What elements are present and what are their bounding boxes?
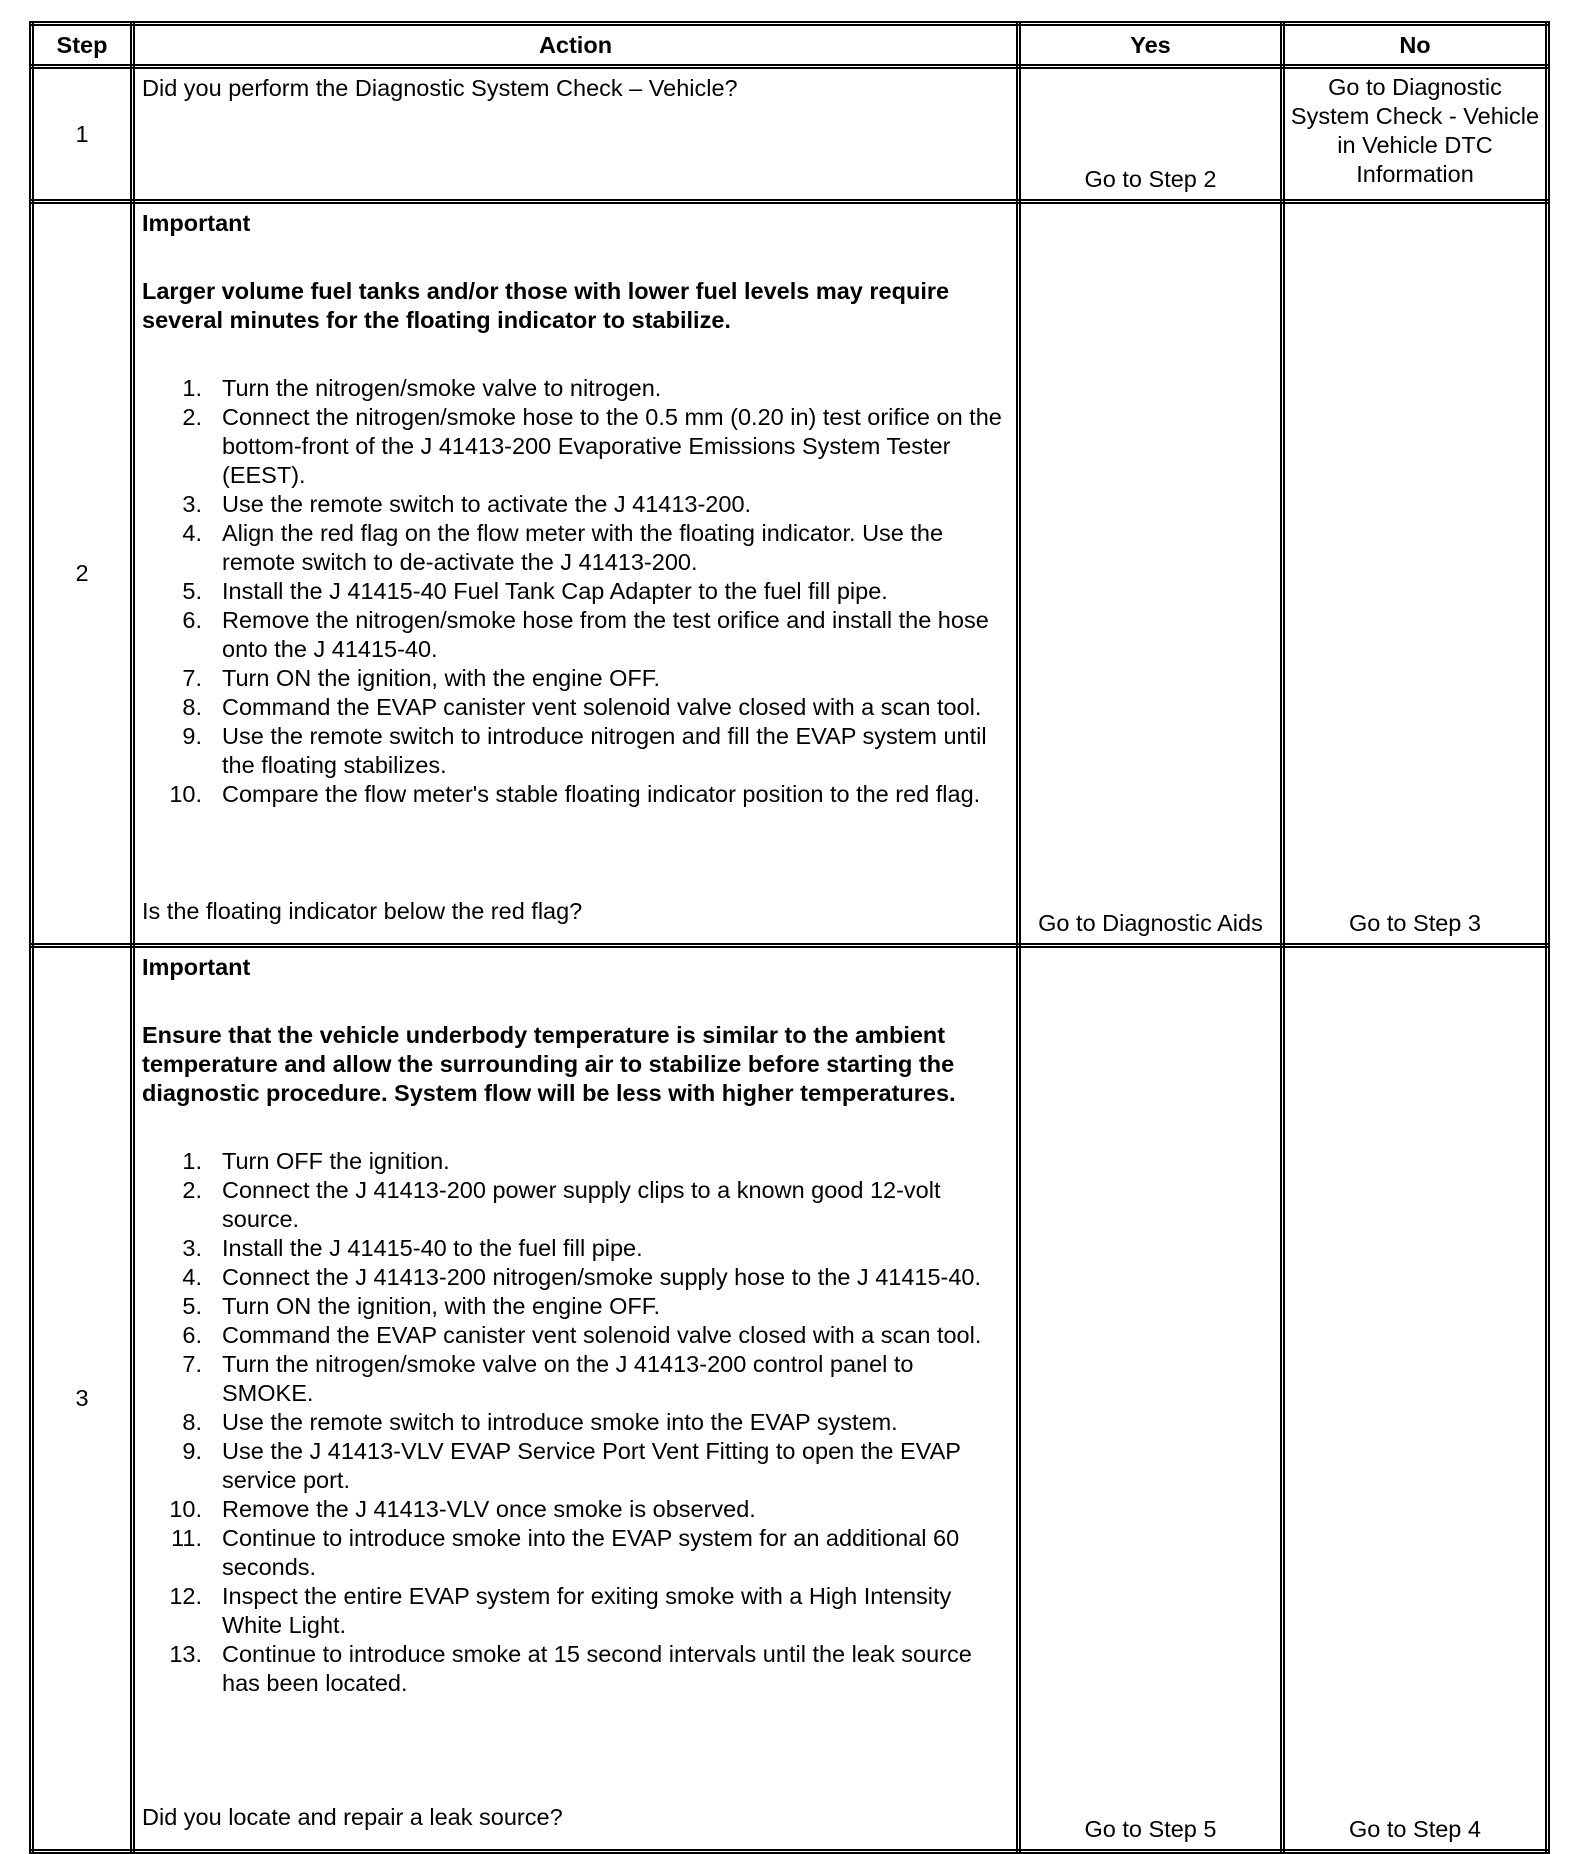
list-item-text: Turn the nitrogen/smoke valve to nitrogen. [222,375,662,401]
header-action: Action [133,24,1019,67]
list-item [142,1234,1008,1263]
list-item [142,1524,1008,1582]
list-item [142,1321,1008,1350]
table-row [32,67,1548,202]
yes-cell: Go to Diagnostic Aids [1019,202,1283,946]
list-item-number: 6. [182,607,202,633]
list-item-number: 7. [182,1351,202,1377]
list-item-number: 8. [182,1409,202,1435]
list-item-text: Install the J 41415-40 Fuel Tank Cap Adapter to the fuel fill pipe. [222,578,888,604]
list-item-number: 2. [182,404,202,430]
list-item [142,1350,1008,1408]
header-step: Step [32,24,133,67]
list-item [142,1292,1008,1321]
no-cell: Go to Step 4 [1283,946,1548,1852]
table-row [32,946,1548,1852]
list-item-number: 11. [171,1525,202,1551]
list-item [142,1408,1008,1437]
list-item-number: 2. [182,1177,202,1203]
list-item-number: 13. [169,1641,202,1667]
no-cell: Go to Diagnostic System Check - Vehicle in Vehicle DTC Information [1283,67,1548,202]
important-label: Important [142,954,251,980]
header-yes: Yes [1019,24,1283,67]
list-item-text: Turn ON the ignition, with the engine OFF. [222,1293,661,1319]
question-text: Is the floating indicator below the red flag? [142,898,583,924]
list-item [142,1437,1008,1495]
list-item-text: Connect the nitrogen/smoke hose to the 0.5 mm (0.20 in) test orifice on the bottom-front of the J 41413-200 Evaporative Emissions System Tester (EEST). [222,404,1002,488]
list-item [142,519,1008,577]
list-item-number: 1. [182,375,202,401]
important-note: Ensure that the vehicle underbody temperature is similar to the ambient temperature and allow the surrounding air to stabilize before starting the diagnostic procedure. System flow will be less with higher temperatures. [142,1022,956,1106]
yes-cell: Go to Step 5 [1019,946,1283,1852]
instruction-list [142,374,1008,809]
list-item [142,722,1008,780]
list-item [142,1263,1008,1292]
action-cell [133,946,1019,1852]
list-item [142,1147,1008,1176]
list-item-text: Inspect the entire EVAP system for exiting smoke with a High Intensity White Light. [222,1583,952,1638]
list-item [142,1495,1008,1524]
list-item [142,1176,1008,1234]
step-number: 3 [32,946,133,1852]
list-item-number: 9. [182,1438,202,1464]
list-item-text: Install the J 41415-40 to the fuel fill pipe. [222,1235,643,1261]
list-item-text: Connect the J 41413-200 power supply clips to a known good 12-volt source. [222,1177,941,1232]
list-item-text: Continue to introduce smoke into the EVAP system for an additional 60 seconds. [222,1525,960,1580]
list-item [142,1582,1008,1640]
list-item-text: Remove the nitrogen/smoke hose from the test orifice and install the hose onto the J 41415-40. [222,607,989,662]
header-row [32,24,1548,67]
list-item-text: Use the remote switch to introduce nitrogen and fill the EVAP system until the floating stabilizes. [222,723,987,778]
list-item [142,403,1008,490]
list-item-text: Compare the flow meter's stable floating indicator position to the red flag. [222,781,981,807]
list-item-number: 5. [182,578,202,604]
list-item [142,1640,1008,1698]
step-number: 2 [32,202,133,946]
list-item-text: Turn the nitrogen/smoke valve on the J 41413-200 control panel to SMOKE. [222,1351,914,1406]
list-item-text: Align the red flag on the flow meter with the floating indicator. Use the remote switch to de-activate the J 41413-200. [222,520,944,575]
list-item-text: Turn OFF the ignition. [222,1148,450,1174]
list-item [142,693,1008,722]
list-item-number: 8. [182,694,202,720]
diagnostic-table [29,21,1550,1854]
step-number: 1 [32,67,133,202]
list-item [142,780,1008,809]
list-item-text: Turn ON the ignition, with the engine OFF. [222,665,661,691]
list-item-number: 4. [182,520,202,546]
list-item-number: 5. [182,1293,202,1319]
list-item-number: 10. [169,1496,202,1522]
list-item-number: 4. [182,1264,202,1290]
action-cell [133,202,1019,946]
list-item [142,577,1008,606]
list-item-text: Use the J 41413-VLV EVAP Service Port Vent Fitting to open the EVAP service port. [222,1438,961,1493]
list-item [142,490,1008,519]
list-item-text: Continue to introduce smoke at 15 second intervals until the leak source has been located. [222,1641,972,1696]
list-item-number: 10. [169,781,202,807]
list-item-number: 9. [182,723,202,749]
list-item [142,606,1008,664]
list-item-number: 1. [182,1148,202,1174]
list-item-number: 12. [169,1583,202,1609]
no-cell: Go to Step 3 [1283,202,1548,946]
instruction-list [142,1147,1008,1698]
list-item-text: Command the EVAP canister vent solenoid valve closed with a scan tool. [222,694,982,720]
list-item-number: 3. [182,1235,202,1261]
list-item [142,374,1008,403]
header-no: No [1283,24,1548,67]
important-label: Important [142,210,251,236]
list-item-number: 6. [182,1322,202,1348]
list-item-text: Remove the J 41413-VLV once smoke is observed. [222,1496,756,1522]
yes-cell: Go to Step 2 [1019,67,1283,202]
important-note: Larger volume fuel tanks and/or those with lower fuel levels may require several minutes for the floating indicator to stabilize. [142,278,950,333]
list-item-text: Command the EVAP canister vent solenoid valve closed with a scan tool. [222,1322,982,1348]
question-text: Did you perform the Diagnostic System Check – Vehicle? [142,75,738,101]
action-cell [133,67,1019,202]
list-item-text: Use the remote switch to activate the J 41413-200. [222,491,752,517]
list-item-number: 7. [182,665,202,691]
list-item [142,664,1008,693]
list-item-text: Use the remote switch to introduce smoke into the EVAP system. [222,1409,898,1435]
list-item-number: 3. [182,491,202,517]
table-row [32,202,1548,946]
question-text: Did you locate and repair a leak source? [142,1804,563,1830]
list-item-text: Connect the J 41413-200 nitrogen/smoke supply hose to the J 41415-40. [222,1264,982,1290]
